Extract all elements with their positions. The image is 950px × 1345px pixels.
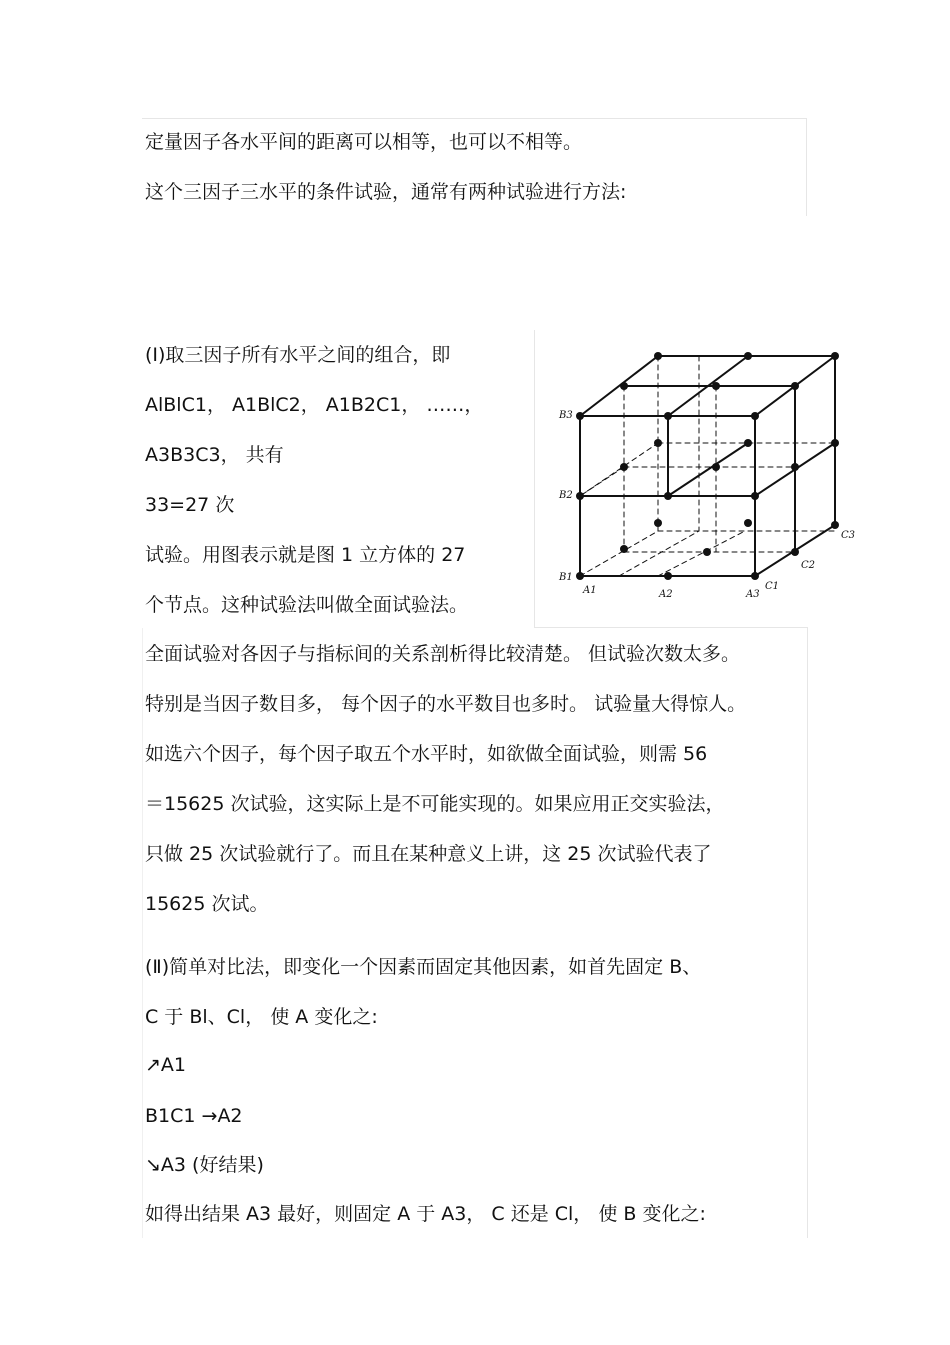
paragraph-line: 如选六个因子，每个因子取五个水平时，如欲做全面试验，则需 56 (145, 743, 708, 765)
label-a1: A1 (583, 585, 597, 596)
paragraph-line: ＝15625 次试验，这实际上是不可能实现的。如果应用正交实验法， (145, 793, 725, 815)
paragraph-line: (Ⅱ)简单对比法，即变化一个因素而固定其他因素，如首先固定 B、 (145, 956, 702, 978)
paragraph-line: A3B3C3， 共有 (145, 444, 284, 466)
label-b3: B3 (559, 410, 573, 421)
paragraph-line: ↗A1 (145, 1054, 187, 1076)
paragraph-line: C 于 Bl、Cl， 使 A 变化之: (145, 1006, 378, 1028)
label-a3: A3 (746, 589, 760, 600)
label-c2: C2 (801, 560, 816, 571)
paragraph-line: 全面试验对各因子与指标间的关系剖析得比较清楚。 但试验次数太多。 (145, 643, 741, 665)
paragraph-line: 如得出结果 A3 最好，则固定 A 于 A3， C 还是 Cl， 使 B 变化之: (145, 1203, 706, 1225)
paragraph-line: 这个三因子三水平的条件试验，通常有两种试验进行方法: (145, 181, 627, 203)
label-c1: C1 (765, 581, 780, 592)
paragraph-line: 33=27 次 (145, 494, 235, 516)
label-b1: B1 (559, 572, 573, 583)
paragraph-line: ↘A3 (好结果) (145, 1154, 264, 1176)
paragraph-line: (Ⅰ)取三因子所有水平之间的组合，即 (145, 344, 451, 366)
paragraph-line: AlBlC1， A1BlC2， A1B2C1， ……， (145, 394, 484, 416)
paragraph-line: 15625 次试。 (145, 893, 269, 915)
paragraph-line: B1C1 →A2 (145, 1105, 243, 1127)
paragraph-line: 个节点。这种试验法叫做全面试验法。 (145, 594, 469, 616)
cube-figure (555, 345, 865, 605)
paragraph-line: 试验。用图表示就是图 1 立方体的 27 (145, 544, 466, 566)
text-frame-body (142, 628, 808, 1238)
paragraph-line: 只做 25 次试验就行了。而且在某种意义上讲，这 25 次试验代表了 (145, 843, 712, 865)
label-c3: C3 (841, 530, 856, 541)
label-a2: A2 (659, 589, 673, 600)
paragraph-line: 定量因子各水平间的距离可以相等，也可以不相等。 (145, 131, 583, 153)
paragraph-line: 特别是当因子数目多， 每个因子的水平数目也多时。 试验量大得惊人。 (145, 693, 747, 715)
label-b2: B2 (559, 490, 573, 501)
